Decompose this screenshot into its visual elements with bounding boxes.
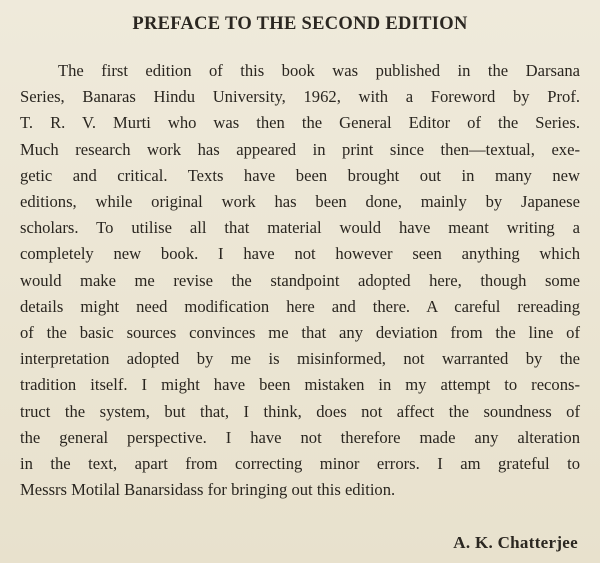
text-line: would make me revise the standpoint adopted here, though some bbox=[20, 270, 580, 290]
text-line: details might need modification here and there. A careful rereading bbox=[20, 296, 580, 316]
text-line: Much research work has appeared in print since then—textual, exe- bbox=[20, 139, 580, 159]
text-line: the general perspective. I have not therefore made any alteration bbox=[20, 427, 580, 447]
text-line: truct the system, but that, I think, does not affect the soundness of bbox=[20, 401, 580, 421]
text-line: tradition itself. I might have been mistaken in my attempt to recons- bbox=[20, 375, 580, 395]
text-line: interpretation adopted by me is misinformed, not warranted by the bbox=[20, 349, 580, 369]
text-line: in the text, apart from correcting minor errors. I am grateful to bbox=[20, 454, 580, 474]
text-line: completely new book. I have not however seen anything which bbox=[20, 244, 580, 264]
text-line: The first edition of this book was published in the Darsana bbox=[58, 61, 580, 80]
preface-heading: PREFACE TO THE SECOND EDITION bbox=[132, 14, 468, 34]
text-line: Messrs Motilal Banarsidass for bringing out this edition. bbox=[20, 480, 396, 500]
text-line: getic and critical. Texts have been brought out in many new bbox=[20, 165, 580, 185]
preface-body bbox=[20, 58, 580, 503]
text-line: Series, Banaras Hindu University, 1962, with a Foreword by Prof. bbox=[20, 87, 580, 107]
text-line: scholars. To utilise all that material would have meant writing a bbox=[20, 218, 580, 238]
text-line: of the basic sources convinces me that any deviation from the line of bbox=[20, 323, 580, 343]
text-line: editions, while original work has been done, mainly by Japanese bbox=[20, 192, 580, 212]
author-signature: A. K. Chatterjee bbox=[453, 533, 578, 552]
text-line: T. R. V. Murti who was then the General Editor of the Series. bbox=[20, 113, 580, 133]
